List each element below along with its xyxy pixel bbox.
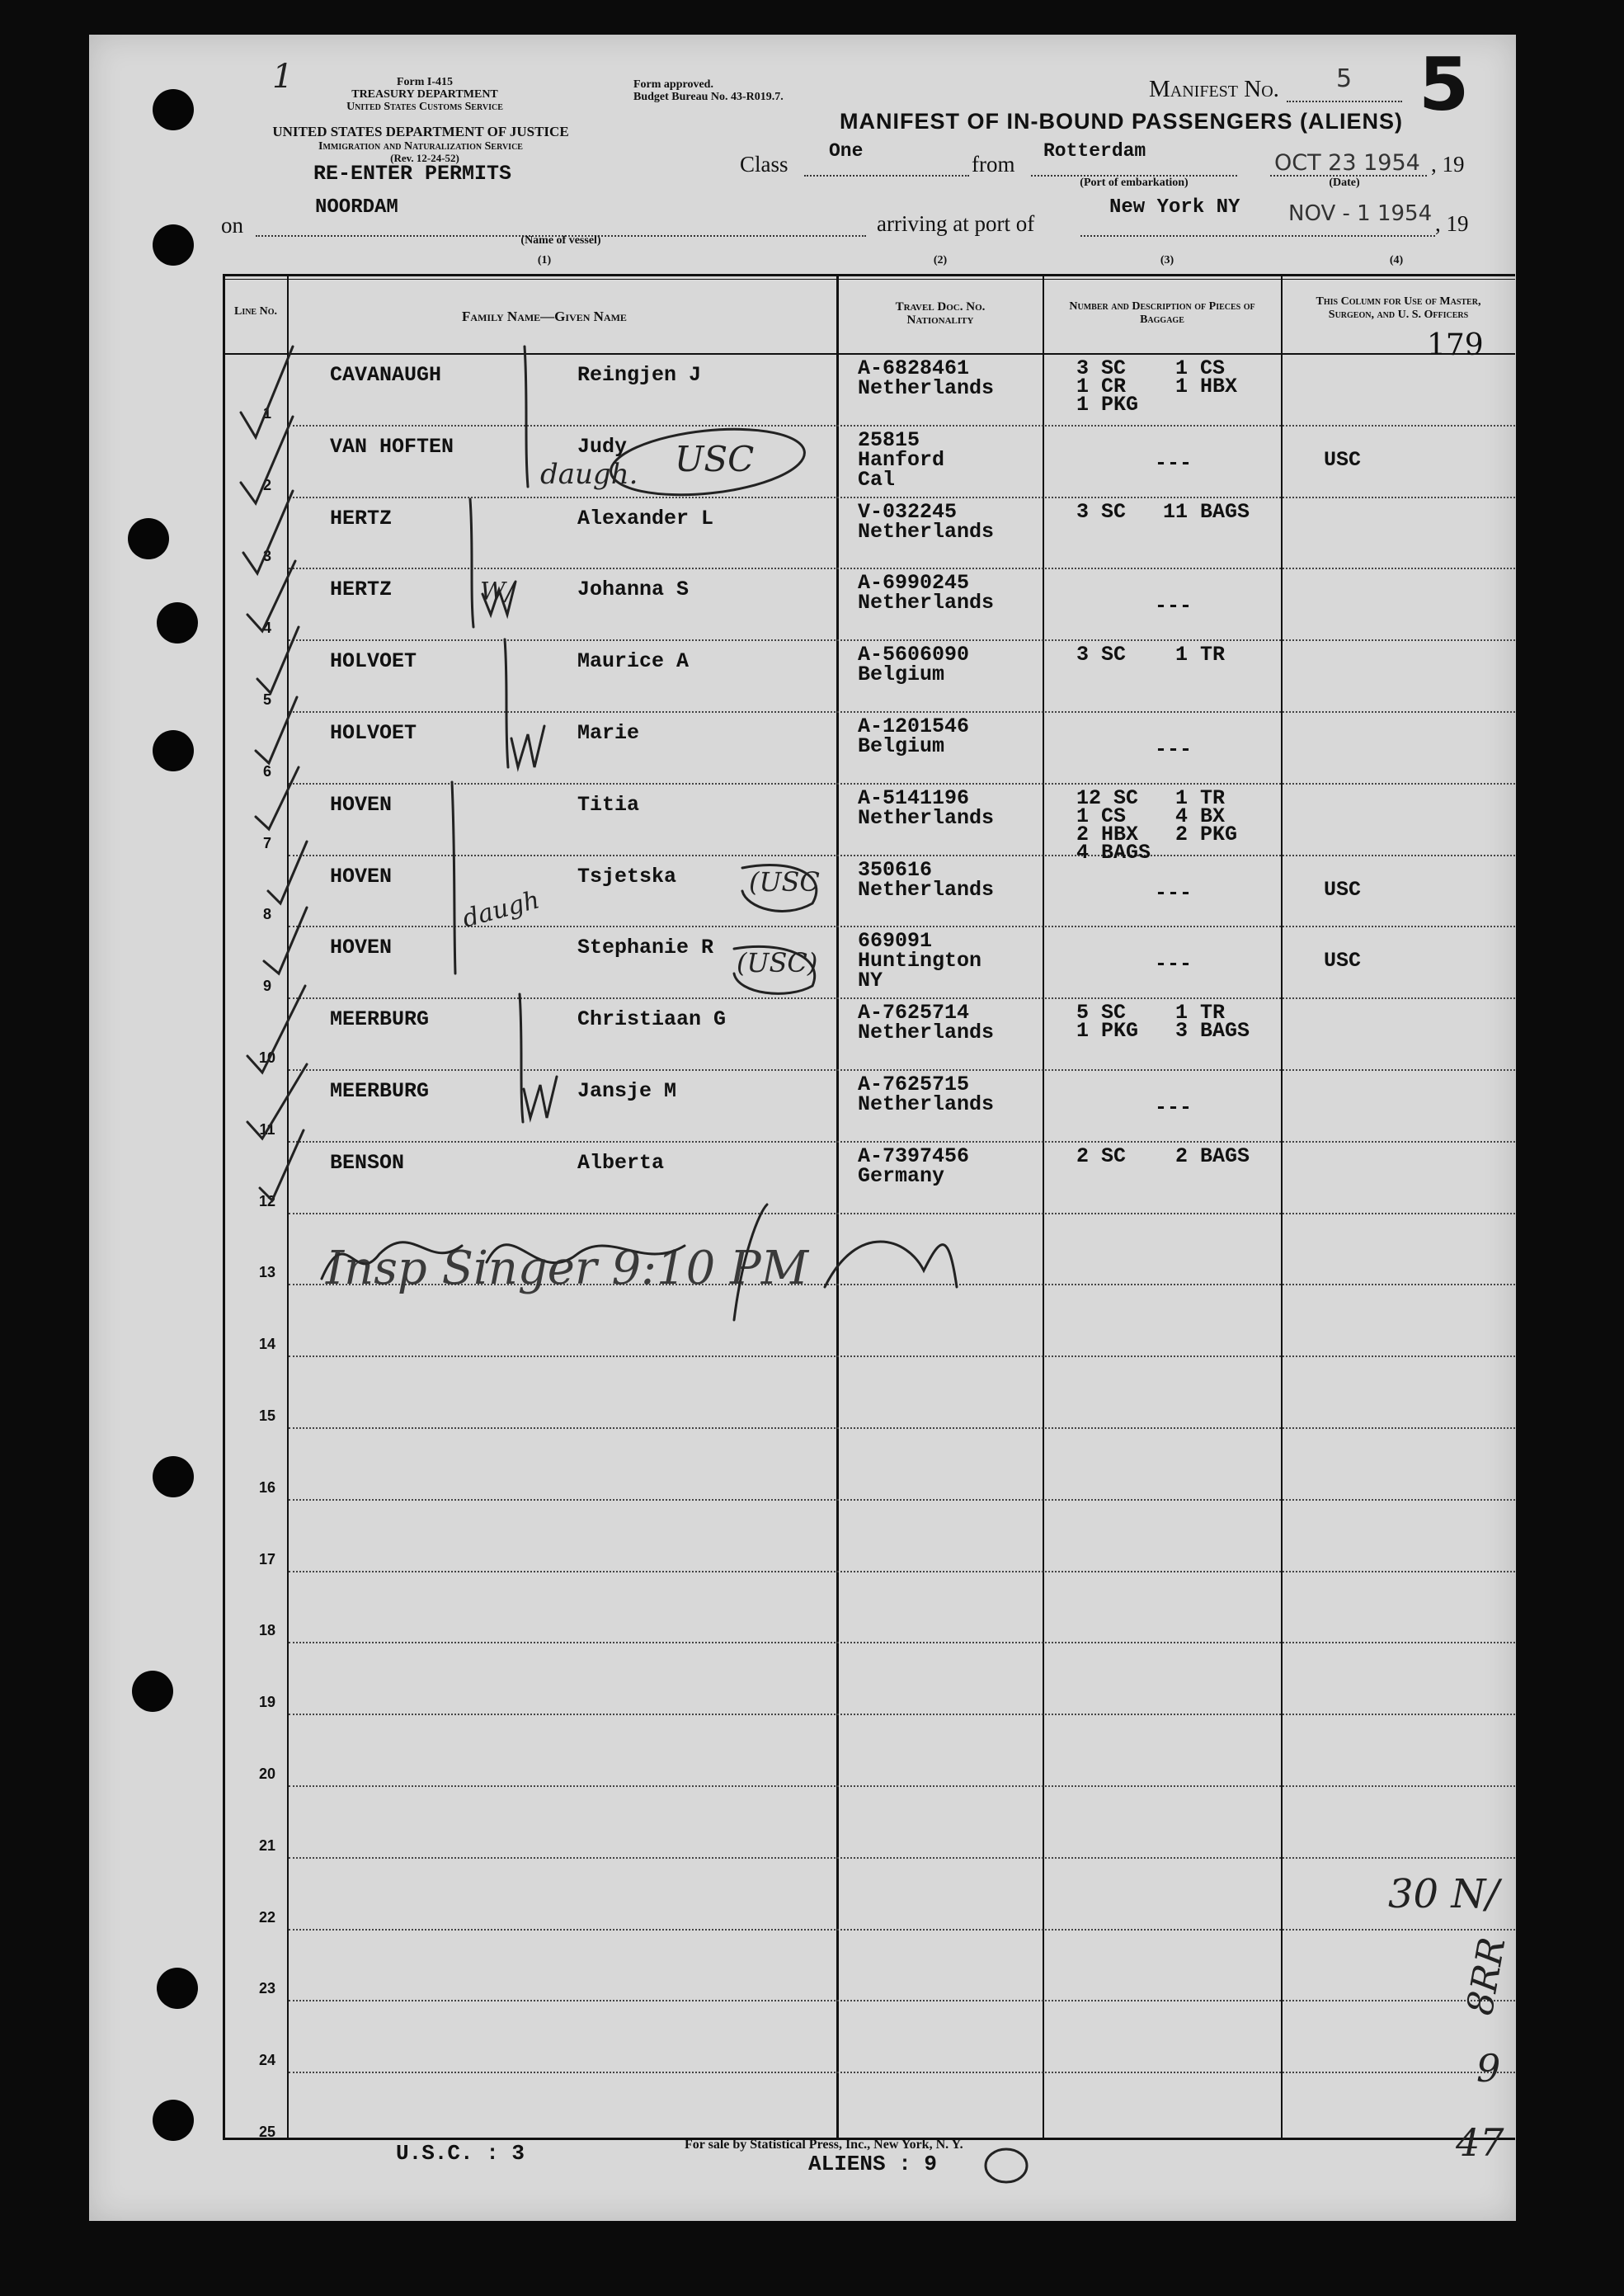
given-name: Judy — [577, 434, 628, 459]
bracket-hertz — [470, 499, 473, 627]
baggage-line: 3 SC 11 BAGS — [1076, 499, 1250, 524]
nationality: Belgium — [858, 734, 945, 758]
col-4-number: (4) — [1389, 254, 1404, 266]
travel-doc-number: 25815 — [858, 427, 920, 452]
given-name: Reingjen J — [577, 363, 702, 387]
nationality: Belgium — [858, 662, 945, 687]
family-name: VAN HOFTEN — [330, 434, 454, 459]
check-7 — [256, 767, 299, 829]
wife-mark-3 — [524, 1077, 557, 1118]
baggage-line: --- — [1155, 952, 1193, 977]
nationality: Germany — [858, 1163, 945, 1188]
travel-doc-number: A-1201546 — [858, 714, 970, 738]
check-10 — [247, 986, 305, 1073]
header-name: Family Name—Given Name — [462, 309, 627, 324]
arriving-label: arriving at port of — [877, 211, 1035, 236]
check-9 — [264, 908, 307, 974]
travel-doc-number: A-7397456 — [858, 1143, 970, 1168]
baggage-line: 3 SC 1 TR — [1076, 643, 1226, 667]
line-number: 15 — [258, 1407, 276, 1424]
bracket-holvoet — [505, 639, 508, 767]
line-number: 22 — [258, 1908, 276, 1926]
bracket-hoven — [452, 782, 455, 974]
col-3-number: (3) — [1160, 254, 1174, 266]
margin-note-2: 9 — [1476, 2046, 1501, 2091]
line-number: 1 — [262, 404, 271, 422]
travel-doc-number: 350616 — [858, 857, 933, 882]
check-6 — [256, 697, 297, 763]
line-number: 23 — [258, 1980, 276, 1997]
footer-usc: U.S.C. : 3 — [396, 2141, 525, 2166]
vessel-note: (Name of vessel) — [520, 234, 601, 247]
line-number: 13 — [258, 1264, 276, 1281]
baggage-line: 2 SC 2 BAGS — [1076, 1143, 1250, 1168]
given-name: Stephanie R — [577, 936, 714, 960]
line-number: 10 — [258, 1049, 276, 1066]
travel-doc-number: A-6828461 — [858, 356, 970, 380]
line-number: 3 — [262, 548, 271, 565]
baggage-line: --- — [1155, 738, 1193, 761]
given-name: Tsjetska — [577, 864, 677, 889]
nationality: Netherlands — [858, 376, 995, 400]
baggage-line: 12 SC 1 TR — [1076, 785, 1226, 810]
given-name: Johanna S — [577, 578, 690, 602]
reentry-permits: RE-ENTER PERMITS — [313, 162, 512, 186]
line-number: 24 — [258, 2052, 276, 2069]
travel-doc-number: V-032245 — [858, 499, 958, 524]
department: TREASURY DEPARTMENT — [351, 88, 498, 101]
nationality: Huntington — [858, 949, 982, 974]
margin-note-1: 8RR — [1458, 1934, 1514, 2019]
given-name: Alberta — [577, 1150, 665, 1175]
officer-remark: USC — [1324, 877, 1362, 902]
family-name: HERTZ — [330, 506, 393, 530]
baggage-line: 1 PKG — [1076, 393, 1139, 417]
given-name: Jansje M — [577, 1079, 677, 1103]
travel-doc-number: A-5141196 — [858, 785, 970, 810]
check-3 — [243, 491, 293, 573]
aliens-circle — [981, 2145, 1031, 2186]
check-11 — [247, 1064, 307, 1139]
family-name: HOVEN — [330, 864, 393, 889]
approval-line-1: Form approved. — [633, 78, 713, 91]
baggage-line: --- — [1155, 594, 1193, 619]
travel-doc-number: 669091 — [858, 929, 933, 954]
manifest-title: MANIFEST OF IN-BOUND PASSENGERS (ALIENS) — [840, 109, 1404, 134]
line-number: 11 — [259, 1120, 275, 1138]
line-number: 8 — [262, 906, 271, 923]
revision: (Rev. 12-24-52) — [390, 152, 459, 164]
corner-mark: 1 — [272, 58, 294, 96]
given-name: Alexander L — [577, 506, 714, 530]
immigration-service: Immigration and Naturalization Service — [318, 140, 523, 153]
baggage-line: 5 SC 1 TR — [1076, 1001, 1226, 1025]
manifest-date: OCT 23 1954 — [1274, 150, 1420, 176]
line-number: 19 — [258, 1694, 276, 1711]
col-1-number: (1) — [537, 254, 552, 266]
class-label: Class — [740, 152, 788, 177]
line-number: 5 — [262, 691, 271, 708]
baggage-line: --- — [1155, 1096, 1193, 1120]
nationality: Netherlands — [858, 591, 995, 615]
travel-doc-number: A-7625714 — [858, 1001, 970, 1025]
baggage-line: 1 PKG 3 BAGS — [1076, 1019, 1250, 1044]
line-number: 14 — [258, 1336, 276, 1353]
family-name: HOLVOET — [330, 721, 417, 745]
line-number: 9 — [262, 978, 271, 995]
travel-doc-number: A-7625715 — [858, 1073, 970, 1096]
given-name: Maurice A — [577, 649, 690, 674]
family-name: MEERBURG — [330, 1007, 430, 1032]
travel-doc-number: A-5606090 — [858, 643, 970, 667]
vessel-name: NOORDAM — [315, 196, 398, 219]
line-number: 6 — [262, 762, 271, 780]
check-5 — [257, 627, 299, 693]
family-name: CAVANAUGH — [330, 363, 442, 387]
footer-publisher: For sale by Statistical Press, Inc., New York, N. Y. — [685, 2138, 963, 2152]
officer-remark: USC — [1324, 949, 1362, 974]
line-number: 17 — [258, 1550, 276, 1568]
bracket-meerburg — [520, 994, 523, 1122]
baggage-line: --- — [1155, 450, 1193, 475]
given-name: Marie — [577, 721, 640, 745]
baggage-line: 1 CS 4 BX — [1076, 804, 1226, 828]
line-number: 18 — [258, 1622, 276, 1639]
arrival-port: New York NY — [1109, 196, 1240, 219]
nationality: Netherlands — [858, 519, 995, 544]
family-name: MEERBURG — [330, 1079, 430, 1103]
family-name: HOVEN — [330, 936, 393, 960]
header-baggage: Number and Description of Pieces of Baggage — [1069, 300, 1255, 326]
arrival-suffix: , 19 — [1435, 211, 1469, 236]
justice-dept: UNITED STATES DEPARTMENT OF JUSTICE — [272, 124, 569, 139]
baggage-line: --- — [1155, 880, 1193, 905]
header-travel-doc: Travel Doc. No. Nationality — [895, 300, 986, 327]
from-label: from — [972, 152, 1015, 177]
family-name: BENSON — [330, 1150, 405, 1175]
class-value: One — [829, 140, 864, 162]
check-8 — [268, 842, 307, 903]
wife-mark-2 — [511, 726, 544, 767]
arrival-date: NOV - 1 1954 — [1288, 201, 1433, 226]
note-30n: 30 N/ — [1388, 1871, 1499, 1917]
date-suffix: , 19 — [1431, 152, 1465, 177]
approval-line-2: Budget Bureau No. 43-R019.7. — [633, 91, 784, 103]
form-number: Form I-415 — [396, 76, 454, 88]
nationality: Netherlands — [858, 1021, 995, 1045]
on-label: on — [221, 213, 243, 238]
col-2-number: (2) — [933, 254, 948, 266]
usc-note-3: (USC) — [737, 947, 818, 978]
check-12 — [260, 1130, 304, 1200]
margin-note-3: 47 — [1456, 2120, 1504, 2165]
baggage-line: 2 HBX 2 PKG — [1076, 822, 1238, 846]
manifest-no-label: Manifest No. — [1149, 76, 1279, 102]
travel-doc-number: A-6990245 — [858, 571, 970, 596]
baggage-line: 4 BAGS — [1076, 840, 1151, 865]
line-number: 20 — [258, 1766, 276, 1782]
line-number: 7 — [262, 834, 271, 851]
port-note: (Port of embarkation) — [1080, 177, 1189, 189]
officer-remark: USC — [1324, 447, 1362, 472]
date-note: (Date) — [1329, 177, 1360, 189]
nationality-line-2: NY — [858, 969, 883, 993]
family-name: HOLVOET — [330, 649, 417, 674]
line-number: 25 — [258, 2124, 276, 2140]
officer-count: 179 — [1427, 328, 1484, 362]
check-1 — [241, 347, 293, 437]
nationality: Hanford — [858, 447, 945, 472]
nationality: Netherlands — [858, 805, 995, 830]
footer-aliens: ALIENS : 9 — [808, 2152, 938, 2176]
note-w-hertz: W/ — [480, 578, 514, 606]
usc-note-1: USC — [675, 439, 755, 479]
usc-note-2: (USC — [749, 866, 820, 898]
line-number: 21 — [258, 1836, 276, 1854]
nationality-line-2: Cal — [858, 467, 896, 492]
check-2 — [241, 417, 293, 503]
nationality: Netherlands — [858, 877, 995, 902]
customs-service: United States Customs Service — [346, 101, 503, 113]
given-name: Christiaan G — [577, 1007, 727, 1032]
family-name: HERTZ — [330, 578, 393, 602]
line-number: 2 — [262, 476, 271, 493]
baggage-line: 1 CR 1 HBX — [1076, 375, 1238, 398]
note-daugh-1: daugh. — [540, 458, 638, 491]
from-value: Rotterdam — [1043, 140, 1146, 162]
line-number: 4 — [262, 620, 271, 637]
baggage-line: 3 SC 1 CS — [1076, 356, 1226, 380]
line-number: 16 — [258, 1478, 276, 1496]
line-number: 12 — [258, 1192, 276, 1209]
family-name: HOVEN — [330, 792, 393, 817]
manifest-no-typed: 5 — [1336, 64, 1353, 93]
note-daugh-2: daugh — [459, 885, 543, 934]
manifest-no-stamp: 5 — [1419, 42, 1470, 127]
bracket-cavanaugh — [525, 347, 528, 487]
header-officers: This Column for Use of Master, Surgeon, and U. S. Officers — [1316, 295, 1481, 321]
given-name: Titia — [577, 792, 640, 817]
header-line-no: Line No. — [233, 305, 277, 318]
nationality: Netherlands — [858, 1092, 995, 1116]
inspector-signature: Insp Singer 9:10 PM — [326, 1242, 809, 1295]
